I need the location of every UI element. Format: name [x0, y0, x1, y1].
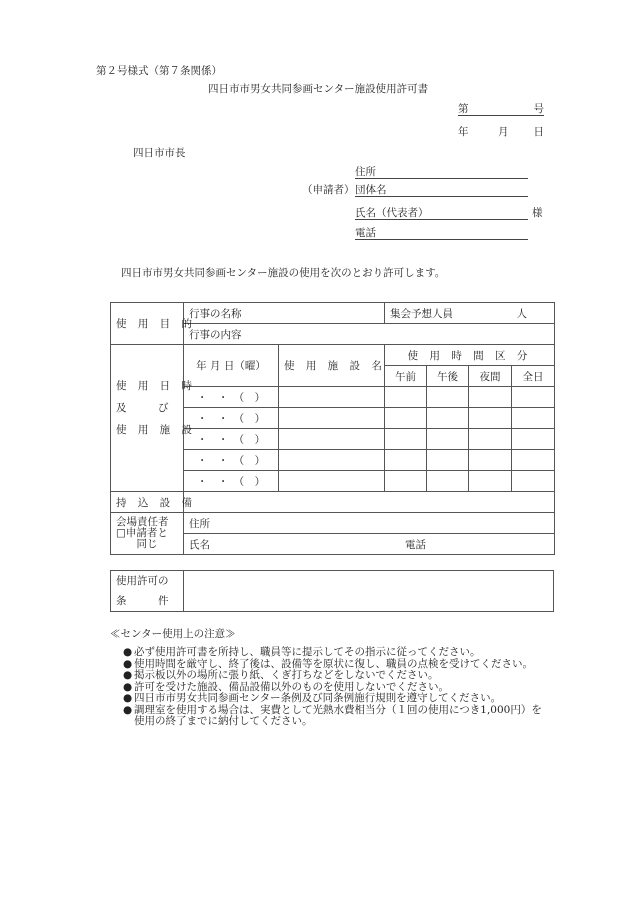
issue-number-field — [458, 101, 544, 116]
issue-number-prefix: 第 — [458, 103, 469, 115]
event-name-label: 行事の名称 — [189, 307, 242, 320]
date-header: 年 月 日（曜） — [184, 345, 279, 387]
document-title: 四日市市男女共同参画センター施設使用許可書 — [208, 83, 429, 95]
applicant-name-field[interactable] — [355, 205, 528, 220]
facility-cell[interactable] — [279, 471, 385, 492]
slot-cell[interactable] — [427, 450, 469, 471]
applicant-organization-label: 団体名 — [355, 184, 387, 196]
manager-label-line1: 会場責任者 — [116, 516, 169, 528]
slot-cell[interactable] — [385, 471, 427, 492]
notice-item: ● 調理室を使用する場合は、実費として光熱水費相当分（１回の使用につき1,000円）を使用の終了までに納付してください。 — [123, 705, 544, 728]
conditions-label-line2: 条 件 — [116, 595, 169, 607]
date-cell[interactable]: ・ ・ （ ） — [184, 450, 279, 471]
slot-morning: 午前 — [385, 366, 427, 387]
equipment-label: 持 込 設 備 — [111, 492, 184, 513]
slot-afternoon: 午後 — [427, 366, 469, 387]
facility-header: 使 用 施 設 名 — [279, 345, 385, 387]
attendance-unit: 人 — [516, 307, 527, 320]
schedule-label-line1: 使 用 日 時 — [116, 380, 197, 392]
facility-cell[interactable] — [279, 450, 385, 471]
event-content-cell[interactable] — [184, 324, 555, 345]
honorific: 様 — [532, 207, 543, 219]
date-day: 日 — [533, 126, 544, 138]
purpose-label: 使 用 目 的 — [111, 303, 184, 345]
same-as-applicant-checkbox[interactable]: □申請者と — [116, 527, 168, 539]
usage-table — [110, 302, 555, 555]
applicant-address-label: 住所 — [355, 166, 376, 178]
notice-heading: ≪センター使用上の注意≫ — [110, 628, 236, 640]
applicant-organization-field[interactable] — [355, 182, 528, 197]
slot-cell[interactable] — [385, 450, 427, 471]
equipment-cell[interactable] — [184, 492, 555, 513]
manager-label — [111, 513, 184, 555]
slot-cell[interactable] — [385, 387, 427, 408]
notice-item: ● 掲示板以外の場所に張り紙、くぎ打ちなどをしないでください。 — [123, 670, 583, 682]
slot-cell[interactable] — [427, 471, 469, 492]
notice-item: ● 必ず使用許可書を所持し、職員等に提示してその指示に従ってください。 — [123, 647, 583, 659]
attendance-label: 集会予想人員 — [390, 307, 453, 320]
event-content-label: 行事の内容 — [189, 328, 242, 341]
conditions-table — [110, 570, 554, 612]
applicant-phone-field[interactable] — [355, 225, 528, 240]
slot-cell[interactable] — [385, 408, 427, 429]
facility-cell[interactable] — [279, 387, 385, 408]
manager-address-cell[interactable] — [184, 513, 555, 534]
date-year: 年 — [458, 126, 469, 138]
date-cell[interactable]: ・ ・ （ ） — [184, 429, 279, 450]
date-cell[interactable]: ・ ・ （ ） — [184, 471, 279, 492]
applicant-label: （申請者） — [302, 184, 355, 196]
slot-cell[interactable] — [427, 408, 469, 429]
conditions-label-line1: 使用許可の — [116, 575, 169, 587]
schedule-label-line2: 及 び — [116, 402, 169, 414]
manager-phone-label: 電話 — [405, 538, 426, 551]
slot-cell[interactable] — [469, 471, 512, 492]
slot-cell[interactable] — [469, 408, 512, 429]
slot-cell[interactable] — [512, 471, 555, 492]
manager-address-label: 住所 — [189, 517, 210, 530]
attendance-cell[interactable] — [385, 303, 555, 324]
permission-statement: 四日市市男女共同参画センター施設の使用を次のとおり許可します。 — [121, 267, 446, 279]
schedule-label — [111, 345, 197, 492]
manager-name-label: 氏名 — [189, 538, 210, 551]
date-cell[interactable]: ・ ・ （ ） — [184, 387, 279, 408]
notice-list — [123, 647, 583, 728]
slot-cell[interactable] — [512, 450, 555, 471]
notice-item: ● 使用時間を厳守し、終了後は、設備等を原状に復し、職員の点検を受けてください。 — [123, 659, 583, 671]
slot-cell[interactable] — [385, 429, 427, 450]
slot-cell[interactable] — [427, 429, 469, 450]
date-month: 月 — [498, 126, 509, 138]
time-header: 使 用 時 間 区 分 — [385, 345, 555, 366]
manager-name-cell[interactable] — [184, 534, 555, 555]
slot-allday: 全日 — [512, 366, 555, 387]
notice-item: ● 四日市市男女共同参画センター条例及び同条例施行規則を遵守してください。 — [123, 693, 583, 705]
applicant-address-field[interactable] — [355, 164, 528, 179]
facility-cell[interactable] — [279, 429, 385, 450]
slot-cell[interactable] — [469, 387, 512, 408]
slot-cell[interactable] — [512, 408, 555, 429]
slot-evening: 夜間 — [469, 366, 512, 387]
applicant-phone-label: 電話 — [355, 227, 376, 239]
schedule-label-line3: 使 用 施 設 — [116, 424, 197, 436]
addressee: 四日市市長 — [133, 147, 186, 159]
conditions-label — [111, 571, 184, 612]
applicant-name-label: 氏名（代表者） — [355, 207, 429, 219]
manager-label-line3: 同じ — [136, 538, 158, 550]
slot-cell[interactable] — [469, 450, 512, 471]
date-cell[interactable]: ・ ・ （ ） — [184, 408, 279, 429]
facility-cell[interactable] — [279, 408, 385, 429]
conditions-cell[interactable] — [184, 571, 554, 612]
notice-item: ● 許可を受けた施設、備品設備以外のものを使用しないでください。 — [123, 682, 583, 694]
slot-cell[interactable] — [427, 387, 469, 408]
slot-cell[interactable] — [512, 429, 555, 450]
form-number: 第２号様式（第７条関係） — [96, 65, 222, 77]
slot-cell[interactable] — [512, 387, 555, 408]
event-name-cell[interactable] — [184, 303, 385, 324]
slot-cell[interactable] — [469, 429, 512, 450]
issue-number-suffix: 号 — [533, 103, 544, 115]
